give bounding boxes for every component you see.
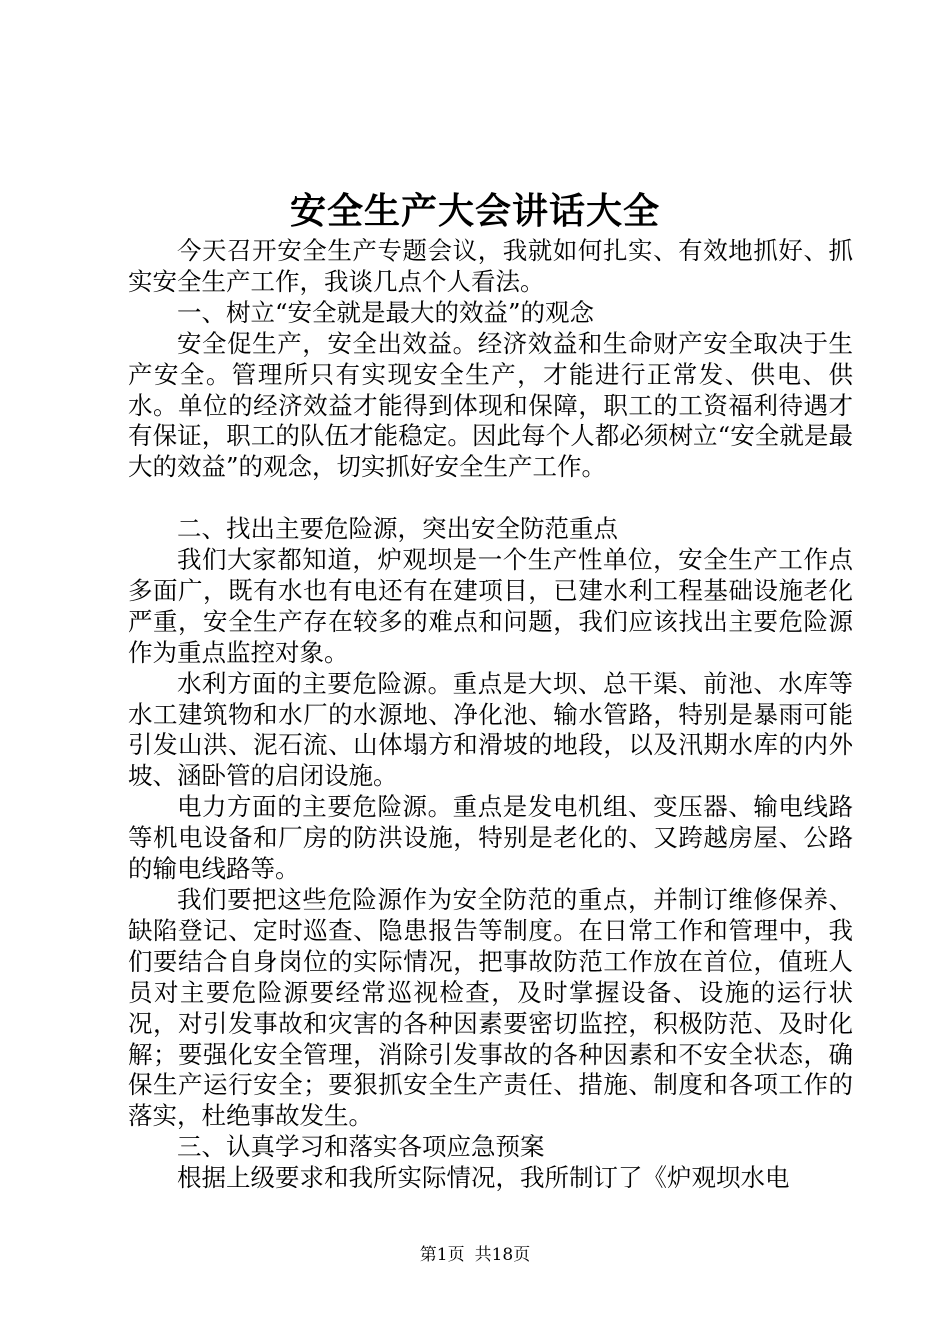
section-heading-1: 一、树立“安全就是最大的效益”的观念 — [177, 297, 595, 327]
page-total: 共18页 — [474, 1245, 531, 1265]
page-number: 第1页 — [419, 1245, 465, 1265]
paragraph-section-3: 根据上级要求和我所实际情况，我所制订了《炉观坝水电 — [177, 1163, 790, 1193]
section-heading-3: 三、认真学习和落实各项应急预案 — [177, 1132, 545, 1162]
section-heading-2: 二、找出主要危险源，突出安全防范重点 — [177, 514, 618, 544]
paragraph-water-hazards: 水利方面的主要危险源。重点是大坝、总干渠、前池、水库等水工建筑物和水厂的水源地、净化池、输水管路，特别是暴雨可能引发山洪、泥石流、山体塌方和滑坡的地段，以及汛期水库的内外坡、涵卧管的启闭设施。 — [128, 668, 853, 791]
paragraph-section-2-intro: 我们大家都知道，炉观坝是一个生产性单位，安全生产工作点多面广，既有水也有电还有在建项目，已建水利工程基础设施老化严重，安全生产存在较多的难点和问题，我们应该找出主要危险源作为重点监控对象。 — [128, 545, 853, 667]
paragraph-section-1: 安全促生产，安全出效益。经济效益和生命财产安全取决于生产安全。管理所只有实现安全生产，才能进行正常发、供电、供水。单位的经济效益才能得到体现和保障，职工的工资福利待遇才有保证，职工的队伍才能稳定。因此每个人都必须树立“安全就是最大的效益”的观念，切实抓好安全生产工作。 — [128, 328, 853, 482]
document-body — [128, 236, 853, 1194]
paragraph-power-hazards: 电力方面的主要危险源。重点是发电机组、变压器、输电线路等机电设备和厂房的防洪设施，特别是老化的、又跨越房屋、公路的输电线路等。 — [128, 792, 853, 884]
paragraph-prevention-measures: 我们要把这些危险源作为安全防范的重点，并制订维修保养、缺陷登记、定时巡查、隐患报告等制度。在日常工作和管理中，我们要结合自身岗位的实际情况，把事故防范工作放在首位，值班人员对主要危险源要经常巡视检查，及时掌握设备、设施的运行状况，对引发事故和灾害的各种因素要密切监控，积极防范、及时化解；要强化安全管理，消除引发事故的各种因素和不安全状态，确保生产运行安全；要狠抓安全生产责任、措施、制度和各项工作的落实，杜绝事故发生。 — [128, 885, 853, 1131]
page-footer — [0, 1243, 950, 1267]
document-title: 安全生产大会讲话大全 — [289, 190, 660, 232]
paragraph-intro: 今天召开安全生产专题会议，我就如何扎实、有效地抓好、抓实安全生产工作，我谈几点个人看法。 — [128, 236, 853, 296]
